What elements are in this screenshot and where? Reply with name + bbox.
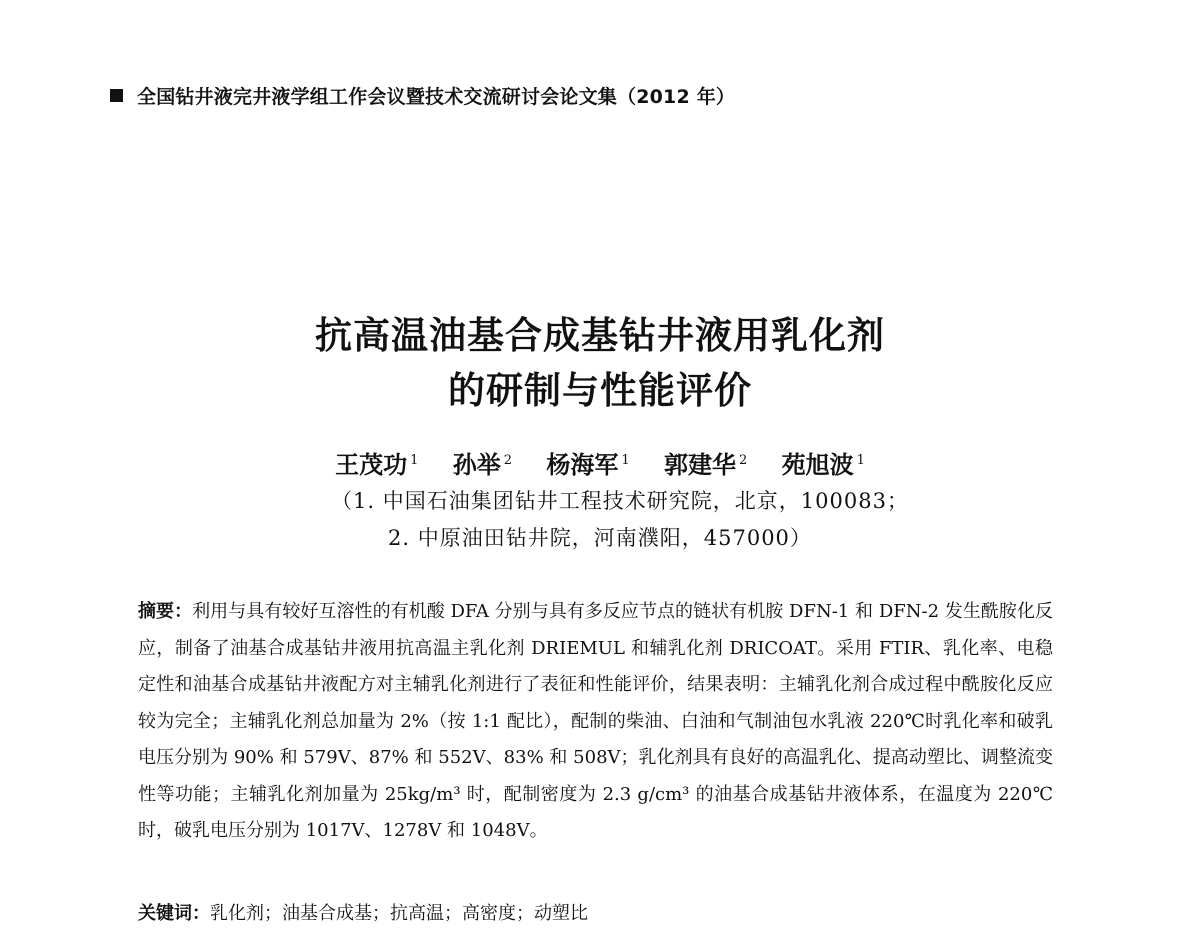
author-affil-mark: 1 <box>410 453 419 468</box>
author <box>782 445 865 480</box>
header-square-icon <box>110 89 123 102</box>
author-affil-mark: 1 <box>621 453 630 468</box>
paper-title-line-2: 的研制与性能评价 <box>448 368 752 412</box>
running-header <box>110 80 735 110</box>
author-affil-mark: 2 <box>739 453 748 468</box>
abstract <box>138 594 1053 850</box>
affiliation-line-1: （1. 中国石油集团钻井工程技术研究院，北京，100083； <box>331 489 909 513</box>
paper-title-line-1: 抗高温油基合成基钻井液用乳化剂 <box>315 313 885 357</box>
keywords <box>138 896 1053 932</box>
author-name: 杨海军 <box>546 450 619 479</box>
author-name: 王茂功 <box>335 450 408 479</box>
header-text: 全国钻井液完井液学组工作会议暨技术交流研讨会论文集（2012 年） <box>137 85 736 108</box>
author <box>546 445 629 480</box>
author-affil-mark: 1 <box>856 453 865 468</box>
author <box>664 445 747 480</box>
author <box>335 445 418 480</box>
author-list <box>0 445 1200 480</box>
abstract-text: 利用与具有较好互溶性的有机酸 DFA 分别与具有多反应节点的链状有机胺 DFN-1 和 DFN-2 发生酰胺化反应，制备了油基合成基钻井液用抗高温主乳化剂 DRIEMUL 和辅乳化剂 DRICOAT。采用 FTIR、乳化率、电稳定性和油基合成基钻井液配方对主辅乳化剂进行了表征和性能评价，结果表明：主辅乳化剂合成过程中酰胺化反应较为完全；主辅乳化剂总加量为 2%（按 1:1 配比），配制的柴油、白油和气制油包水乳液 220℃时乳化率和破乳电压分别为 90% 和 579V、87% 和 552V、83% 和 508V；乳化剂具有良好的高温乳化、提高动塑比、调整流变性等功能；主辅乳化剂加量为 25kg/m³ 时，配制密度为 2.3 g/cm³ 的油基合成基钻井液体系，在温度为 220℃时，破乳电压分别为 1017V、1278V 和 1048V。 <box>138 601 1054 841</box>
author-affil-mark: 2 <box>503 453 512 468</box>
author-name: 苑旭波 <box>781 450 854 479</box>
author-name: 郭建华 <box>664 450 736 479</box>
keywords-text: 乳化剂；油基合成基；抗高温；高密度；动塑比 <box>210 903 588 924</box>
affiliation-line-2: 2. 中原油田钻井院，河南濮阳，457000） <box>388 526 812 550</box>
abstract-label: 摘要： <box>138 601 193 622</box>
author <box>453 445 512 480</box>
author-name: 孙举 <box>452 450 501 479</box>
keywords-label: 关键词： <box>138 903 210 924</box>
